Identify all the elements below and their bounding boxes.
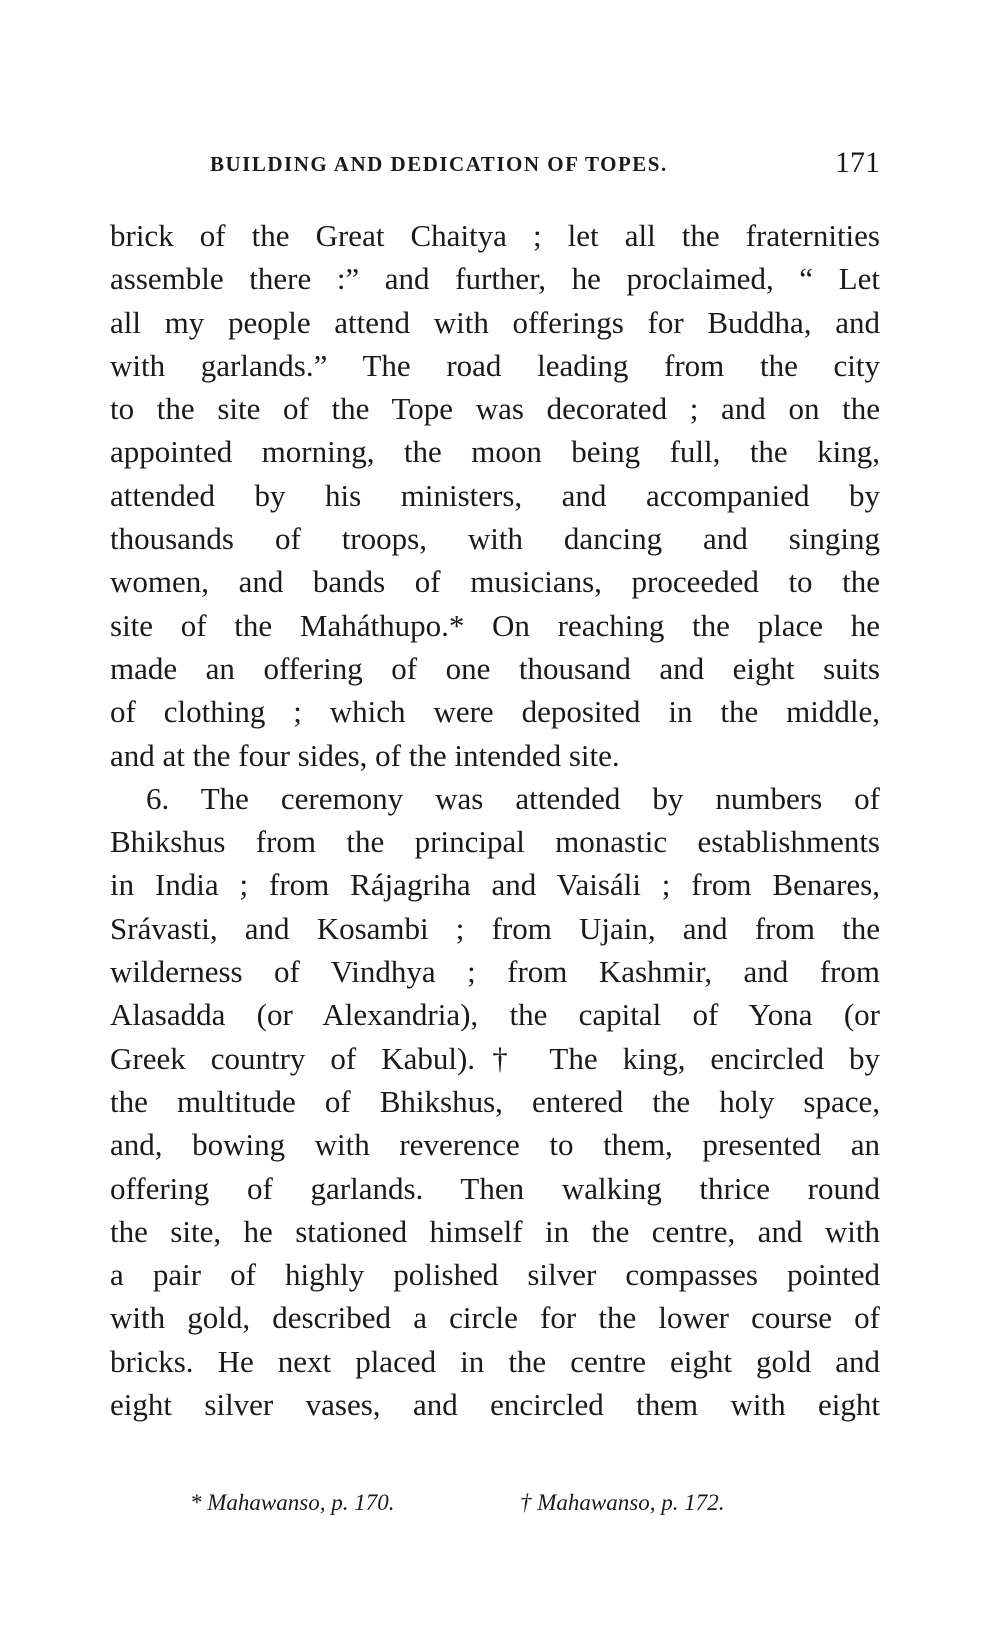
text-line: brick of the Great Chaitya ; let all the fraternities <box>110 218 880 253</box>
text-line: women, and bands of musicians, proceeded to the <box>110 564 880 600</box>
text-line: all my people attend with offerings for Buddha, and <box>110 304 880 340</box>
text-line: and, bowing with reverence to them, presented an <box>110 1127 880 1163</box>
text-line: a pair of highly polished silver compasses pointed <box>110 1257 880 1293</box>
footnote: * Mahawanso, p. 170. <box>190 1490 395 1515</box>
text-line: Greek country of Kabul).† The king, encircled by <box>110 1040 880 1076</box>
text-line: with garlands.” The road leading from the city <box>110 347 880 383</box>
running-title: BUILDING AND DEDICATION OF TOPES. <box>210 152 668 176</box>
footnote: † Mahawanso, p. 172. <box>520 1490 725 1515</box>
text-line: in India ; from Rájagriha and Vaisáli ; from Benares, <box>110 867 880 903</box>
text-line: offering of garlands. Then walking thrice round <box>110 1170 880 1206</box>
text-line: assemble there :” and further, he proclaimed, “ Let <box>110 261 880 297</box>
text-line: 6. The ceremony was attended by numbers of <box>146 780 880 816</box>
text-line: the multitude of Bhikshus, entered the holy space, <box>110 1083 880 1119</box>
body-text <box>110 214 880 1426</box>
text-line: Alasadda (or Alexandria), the capital of Yona (or <box>110 997 880 1033</box>
text-line: the site, he stationed himself in the centre, and with <box>110 1213 880 1249</box>
text-line: of clothing ; which were deposited in the middle, <box>110 694 880 730</box>
text-line: bricks. He next placed in the centre eight gold and <box>110 1343 880 1379</box>
text-line: thousands of troops, with dancing and singing <box>110 521 880 557</box>
running-head <box>110 146 880 186</box>
text-line: eight silver vases, and encircled them with eight <box>110 1387 880 1423</box>
text-line: to the site of the Tope was decorated ; and on the <box>110 391 880 427</box>
text-line: with gold, described a circle for the lower course of <box>110 1300 880 1336</box>
text-line: wilderness of Vindhya ; from Kashmir, and from <box>110 954 880 990</box>
text-line: site of the Maháthupo.* On reaching the place he <box>110 607 880 643</box>
page-number: 171 <box>835 146 880 179</box>
text-line: attended by his ministers, and accompanied by <box>110 477 880 513</box>
text-line: Srávasti, and Kosambi ; from Ujain, and from the <box>110 910 880 946</box>
text-line: appointed morning, the moon being full, the king, <box>110 434 880 470</box>
text-line: and at the four sides, of the intended site. <box>110 737 620 773</box>
text-line: made an offering of one thousand and eight suits <box>110 650 880 686</box>
text-line: Bhikshus from the principal monastic establishments <box>110 824 880 860</box>
